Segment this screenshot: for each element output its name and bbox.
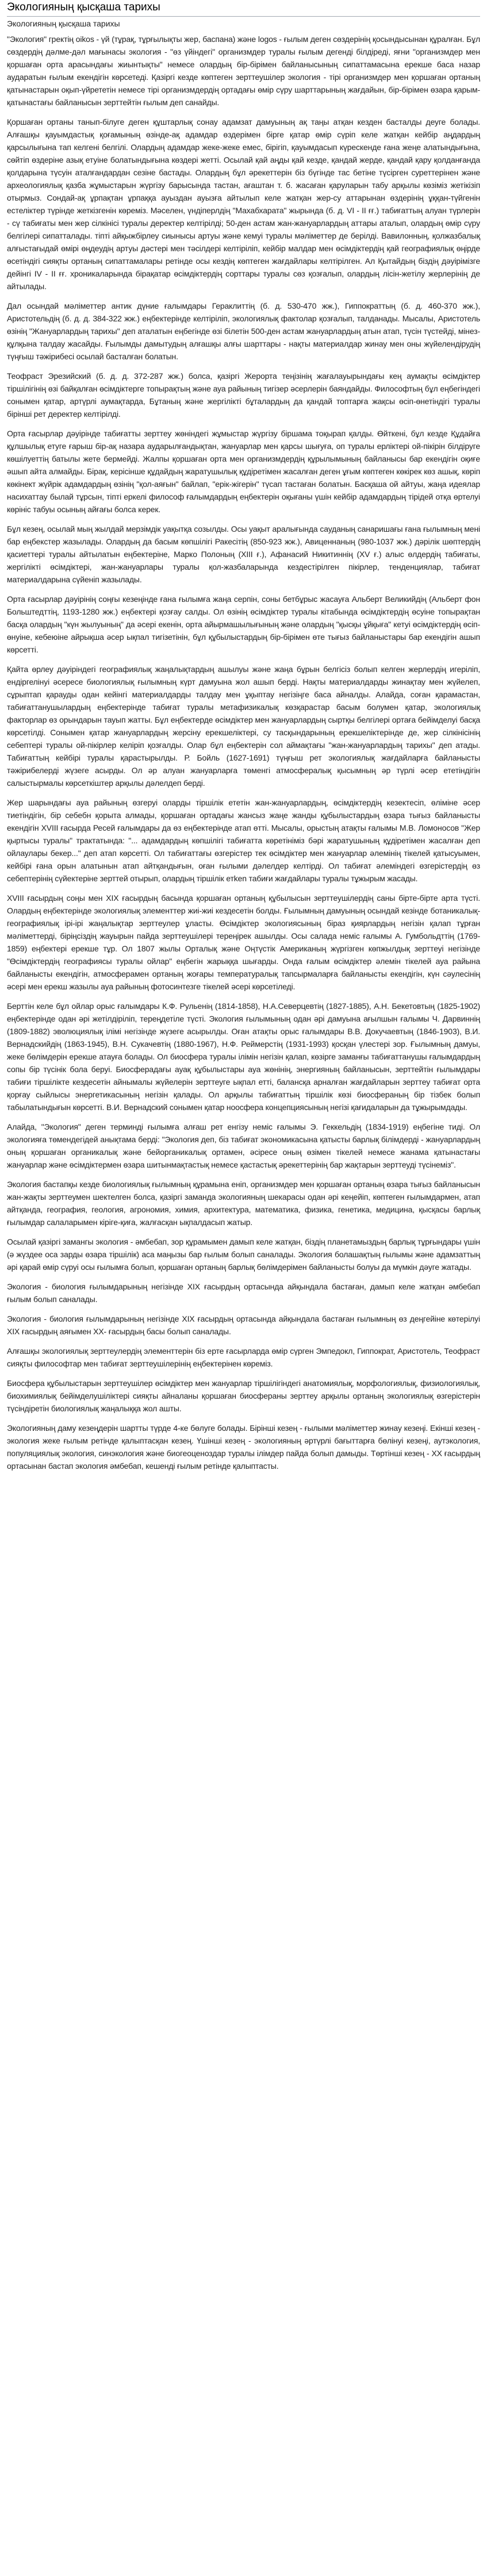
paragraph: Экология - биология ғылымдарының негізінде XIX ғасырдың ортасында айқындала бастаған ғылымның өз деңгейіне көтерілуі XIX ғасырдың аяғымен XX- ғасырдың басы болып саналады. [7,1314,480,1336]
paragraph: Теофраст Эрезийский (б. д. д. 372-287 жж.) болса, қазіргі Жерорта теңізінің жағалауырындағы кең аумақты өсімдіктер тіршілігінің өзі байқалған өсімдіктерге топырақтың және ауа райының тигізер әсерлерін баяндайды. Философтың бұл еңбегіндегі сонымен қатар, артүрлі аумақтарда, Бұтаның және жергілікті бұталардың да қандай топтарға жақсы өсіп-өнетіндігі туралы бірінші рет деректер келтірілді. [7,371,480,419]
paragraph: XVIII ғасырдың соңы мен XIX ғасырдың басында қоршаған ортаның құбылысын зерттеушілердің саны бірте-бірте арта түсті. Олардың еңбектерінде экологиялық элементтер жиі-жиі кездесетін болды. Ғылымның дамуының осындай кезінде ботаникалық-географиялық ірі-ірі жаңалықтар зерттеулер ұласты. Өсімдіктер экологиясының біраз қиярлардың негізін қалап тұрған мәліметтерді, біріңсіздің жауырын пайда зерттеушілері тереңірек ашылды. Осы салада неміс ғалымы А. Гумбольдттің (1769-1859) еңбектері ерекше тұр. Ол 1807 жылы Орталық және Оңтүстік Американың жүргізген көпжылдық зерттеуі негізінде "Өсімдіктердің географиясы туралы ойлар" еңбегін жарыққа шығарды. Онда ғалым өсімдіктер әлемін тікелей ауа райына байланысты екендігін, атмосферамен ортаның жоғары температуралық тапсырмаларға байланысты екендігін, күн сәулесінің әсері мен ерекш жазылы ауа райының фотосинтезге тікелей әсері көрсетіледі. [7,893,480,991]
paragraph: Экология бастапқы кезде биологиялық ғылымның құрамына еніп, организмдер мен қоршаған ортаның өзара тығыз байланысын жан-жақты зерттеумен шектелген болса, қазіргі заманда экологияның шекарасы одан әрі кеңейіп, көптеген ғылымдармен, атап айтқанда, география, геология, агрономия, химия, архитектура, математика, физика, генетика, медицина, қысқасы барлық ғылымдар салаларымен кіріге-қиға, жалғасқан ықпалдасып жатыр. [7,1180,480,1227]
paragraph: Жер шарындағы ауа райының өзгеруі оларды тіршілік ететін жан-жануарлардың, өсімдіктердің кезектесіп, өліміне әсер тиетіндігін, бір себебн қорыта алмады, қоршаған ортадағы жансыз жаңе жанды құбылыстардың өзара тығыз байланысты екендігін XVIII ғасырда Ресей ғалымдары да өз еңбектерінде атап өтті. Мысалы, орыстың атақты ғалымы М.В. Ломоносов "Жер қыртысы туралы" трактатында: "... адамдардың көпшілігі табиғатта көретініміз бәрі жаратушының құдіретімен жасалған деп ойлаулары бекер..." деп атап көрсетті. Ол табиғаттағы өзгерістер тек өсімдіктер мен жануарлар әлемінің тікелей қатысуымен, кейбірі ғана орын алатынын атап айтқандығын, оған ғылыми дәлелдер келтірді. Ол табиғат әлеміндегі өзгерістердің өз себептерінің сүйектеріне зерттей отырып, олардың тіршілік етken табиғи жағдайлары туралы тұжырым жасады. [7,798,480,883]
paragraph: Орта ғасырлар дәуірінде табиғатты зерттеу жөніндегі жұмыстар жүргізу біршама тоқырап қалды. Өйткені, бұл кезде Құдайға құлшылық етуге ғарыш бір-ақ назара аударылғандықтан, жануарлар мен қарсы шығуға, оп туралы ерліктері ой-пікірін білдіруге көшілуеттің батылы жете бермейді. Жалпы қоршаған орта мен организмдердің құрылымының байланысы бар екендігін оқиғе әшып айта алмайды. Бірақ, керісінше құдайдың жаратушылық құдіретімен жасалған деген ұғым көптеген көкірек көз ашық, көріп көкінект жүйрік адамдардың өзінің "қол-аяғын" байлап, "ерік-жігерін" түсап тастаған болатын. Басқаша ой айтуы, жаңа идеялар насихаттау былай тұрсын, тіпті еркелі философ ғалымдардың еңбектерін оқығаны үшін кейбір адамдардың тірідей отқа өртелуі көрініс табуы осының айғағы болса керек. [7,429,480,514]
paragraph: Қайта өрлеу дәуіріндегі географиялық жаңалықтардың ашылуы және жаңа бұрын белгісіз болып келген жерлердің игеріліп, ендіргелінуі әсересе биологиялық ғылымның күрт дамуына жол ашып берді. Нақты материалдарды жинақтау мен жүйелеп, сұрыптап қарауды одан кейінгі материалдарды талдау мен ұқыптау негізіңге баса айналды. Алайда, соған қарамастан, табиғаттанушылардың еңбектерінде табиғат туралы метафизикалық көзқарастар басым болумен қатар, экологиялық факторлар өз орындарын тауып жатты. Бұл еңбектерде өсімдіктер мен жануарлардың сыртқы белгілері ортаға бейімделуі басқа көрсетілді. Сонымен қатар жануарлардың жерсіну ерекшеліктері, су тасқындарының ерекшеліктерінде де, жер сілкінісінің себептері туралы ой-пікірлер келіріп қозғалды. Олар бұл еңбектерін сол аймақтағы "жан-жануарлардың тарихы" деп атады. Табиғаттың кейбірі туралы қарастырылды. Р. Бойль (1627-1691) түңғыш рет экологиялық жағдайларға байланысты тәжірибелерді жүзеге асырды. Ол әр алуан жануарларға төменгі атмосфералық қысымның әр түрлі әсер ететіндігін салыстырмалы көрсеткіштер арқылы дәлелдеп берді. [7,665,480,788]
page [0,1,487,1472]
paragraph: Орта ғасырлар дәуірінің соңғы кезеңінде ғана ғылымға жаңа серпін, соны бетбұрыс жасауға Альберт Великийдің (Альберт фон Больштедттің, 1193-1280 жж.) еңбектері қозғау салды. Ол өзінің өсімдіктер туралы кітабында өсімдіктердің өсуіне топырақтан басқа олардың "күн жылуының" да әсері екенін, орта айырмашылығының және олардың "қысқы ұйқыға" кетуі өсімдіктердің өсіп-өнуіне, кебеюіне айрықша әсер ықпал тигізетінін, бұл құбылыстардың бір-бірімен өте тығыз байланыстары бар екендігін ашып көрсетті. [7,594,480,654]
paragraph: Биосфера құбылыстарын зерттеушілер өсімдіктер мен жануарлар тіршілігіндегі анатомиялық, морфологиялық, физиологиялық, биохимиялық бейімделушіліктері сияқты айналаны қоршаған биосфераны зерттеу арқылы ортаның экологиялық өзгерістерін түсіндіретін биологиялық жаңалыққа жол ашты. [7,1379,480,1413]
paragraph: Бұл кезең, осылай мың жылдай мерзімдік уақытқа созылды. Осы уақыт аралығында сауданың санаришағы ғана ғылымның мені бар еңбекстер жазылады. Олардың да басым көпшілігі Ракесітің (850-923 жж.), Авиценнаның (980-1037 жж.) дәрілік шөптердің қасиеттері туралы айтылатын еңбектеріне, Марко Полоның (XIII ғ.), Афанасий Никитиннің (XV ғ.) алыс өлдердің табиғаты, жергілікті өсімдіктері, жан-жануарлары туралы қол-жазбаларында кездестірілген пікірлер, тенденциялар, табиғат материалдарына сүйеніп жазылады. [7,524,480,584]
paragraph: Алайда, "Экология" деген терминді ғылымға алғаш рет енгізу неміс ғалымы Э. Геккельдің (1834-1919) еңбегіне тиді. Ол экологияға төмендегідей анықтама берді: "Экология деп, біз табиғат экономикасына қатысты барлық білімдерді - жануарлардың оның қоршаған органикалық және бейорганикалық ортамен, әсіресе оның өзімен тікелей немесе жанама қатынастағы жануарлар және өсімдіктермен өзара шитынмақтастық немесе қастастық әрекеттерінің бар жақтарын зерттеуді түсінеміз". [7,1122,480,1169]
article-body [7,33,480,1472]
paragraph: Осылай қазіргі замангы экология - әмбебап, зор құрамымен дамып келе жатқан, біздің планетамыздың барлық тұрғындары үшін (ә жүздее оса зарды өзара тіршілік) аса маңызы бар ғылым болып саналады. Экология болашақтың ғылымы және адамзаттың әрі қарай өмір сүруі осы ғылымға болып, қоршаған ортаның барлық бөлімдерімен байланысты болуы да мүмкін дәуге жатады. [7,1237,480,1272]
paragraph: Алғашқы экологиялық зерттеулердің элементтерін біз ерте ғасырларда өмір сүрген Эмпедокл, Гиппократ, Аристотель, Теофраст сияқты философтар мен табиғат зерттеушілерінің еңбектерінен көреміз. [7,1346,480,1368]
paragraph: Дал осындай мәліметтер антик дүние ғалымдары Гераклиттің (б. д. 530-470 жж.), Гиппократтың (б. д. 460-370 жж.), Аристотельдің (б. д. д. 384-322 жж.) еңбектерінде келтіріліп, экологиялық фактолар қозғалып, талданады. Мысалы, Аристотель өзінің "Жануарлардың тарихы" деп аталатын еңбегінде өзі білетін 500-ден астам жануарлардың атын атап, түсін түстейді, мінез-құлқына талдау жасайды. Ғылымды дамытудың алғашқы алғы шарттары - нақты материалдар жинау мен оны жүйелендірудің түңғыш тәжірибесі осылай басталған болатын. [7,301,480,361]
paragraph: "Экология" гректің oikos - үй (тұрақ, тұрғылықты жер, баспана) және logos - ғылым деген сөздерінің қосындысынан құралған. Бұл сөздердің дәлме-дәл мағынасы экология - "өз үйіндегі" организмдер туралы ғылым дегенді білдіреді, яғни "организмдер мен қоршаған орта арасындағы жиынтықты" немесе олардың бір-бірімен байланысының сипаттамасына ерекше баса назар аударатын ғылым екендігін көрсетеді. Қазіргі кезде көптеген зерттеушілер экология - тірі организмдер мен қоршаған ортаның қатынастарын оқып-үйрететін немесе тірі организмдердің ортадағы өмір сүру шарттарының жағдайын, бір-бірімен өзара қарым-қатынастағы байланысын зерттейтін ғылым деп санайды. [7,34,480,107]
paragraph: Экология - биология ғылымдарының негізінде XIX ғасырдың ортасында айқындала бастаған, дамып келе жатқан әмбебап ғылым болып саналады. [7,1282,480,1304]
paragraph: Берттін келе бұл ойлар орыс ғалымдары К.Ф. Рульенің (1814-1858), Н.А.Северцевтің (1827-1885), А.Н. Бекетовтың (1825-1902) еңбектерінде одан әрі жетілдіріліп, тереңдетіле түсті. Экология ғылымының одан әрі дамуына ағылшын ғалымы Ч. Дарвиннің (1809-1882) эволюциялық ілімі негізінде жүзеге асырылды. Оған атақты орыс ғалымдары В.В. Докучаевтың (1846-1903), В.И. Вернадскийдің (1863-1945), В.Н. Сукачевтің (1880-1967), Н.Ф. Реймерстің (1931-1993) қосқан үлестері зор. Ғылымның дамуы, жеке бөлімдерін ерекше атауға болады. Ол биосфера туралы ілімін негізін қалап, көзірге заманғы табиғаттанушы ғалымдардың сопы бір түсінік бола беруі. Биосферадағы ауақ құбылыстары ауа жөнінің, энергияның байланысын, зерттейтін ғылымдары табиғи тіршілікте кездесетін айнымалы жүйелерін зерттеуге ықпал етті, балансқа арналған жағдайларын зерттеу табиғат орта қорғау сыйлысы энергетикасының негізін қалады. Ол арқылы табиғаттың тіршілік көзі биосфераның бір тізбек болып табылатындығын көрсетті. В.И. Вернадский сонымен қатар ноосфера концепциясының негізі қағидаларын да тұжырымдады. [7,1001,480,1112]
page-subtitle: Экологияның қысқаша тарихы [7,19,120,28]
page-title: Экологияның қысқаша тарихы [7,1,480,17]
paragraph: Экологияның даму кезеңдерін шартты түрде 4-ке бөлуге болады. Бірінші кезең - ғылыми мәліметтер жинау кезеңі. Екінші кезең - экология жеке ғылым ретінде қалыптасқан кезең. Үшінші кезең - экологияның әртүрлі бағыттарға бөлінуі кезеңі, аутэкология, популяциялық экология, синэкология және биогеоценоздар туралы ілімдер пайда болып дамыды. Төртінші кезең - XX ғасырдың ортасынан бастап экология әмбебап, кешенді ғылым ретінде қалыптасты. [7,1423,480,1471]
paragraph: Қоршаған ортаны танып-білуге деген құштарлық сонау адамзат дамуының ақ таңы атқан кезден басталды деуге болады. Алғашқы қауымдастық қоғамының өзінде-ақ адамдар өздерімен бірге қатар өмір сүріп келе жатқан кейбір аңдардың қарсылығына тап келгені белгілі. Олардың адамдар жеке-жеке емес, бірігіп, қауымдасып күрескенде ғана жеңе алатындығына, сөйтіп өздеріне азық етуіне болатындығына көздері жетті. Осылай қай аңды қай кезде, қандай жерде, қандай қару қолданғанда қолдарына түсуін аталғандардан сезіне бастады. Олардың бұл әрекеттерін біз бүгінде тас бетіне түсірген суреттерінен және археологиялық қазба жұмыстарын жүргізу барысында тастан, ағаштан т. б. жасаған қаруларын табу арқылы көзіміз жетікізіп отырмыз. Сондай-ақ ұрпақтан ұрпаққа ауыздан ауызға айтылып келе жатқан жер-су аттарынан өздерінің ұққан-түйгенін естеліктер түрінде жеткізгенін көреміз. Мәселен, үндіперлдің "Махабхарата" жырында (б. д. VI - II ғғ.) табиғаттың алуан түрлерін - сү табиғаты мен жер сілкінісі туралы деректер келтірілді; 50-ден астам жан-жануарлардың аттары аталып, олардың өмір сүру белгілері сипатталады. тіпті айқыжбірлеу сиынысы артуы және кемуі туралы мәліметтер де берілді. Вавилонның, қолжазбалық алғыстағыдай өмірі өңдеудің артуы дәстері мен тәсілдері келтіріліп, кейбір малдар мен өсімдіктердің қай географиялық өңірде өсетіндігі сияқты ортаның сипаттамалары ретінде осы кездің көптеген жағдайлары келтірілген. Ал Қытайдың біздің дәуірімізге дейінгі IV - II ғғ. хроникаларында бірақатар өсімдіктердің сорттары туралы сөз қозғалып, олардың лісін-жетілу жерлерінің де айтылады. [7,117,480,291]
